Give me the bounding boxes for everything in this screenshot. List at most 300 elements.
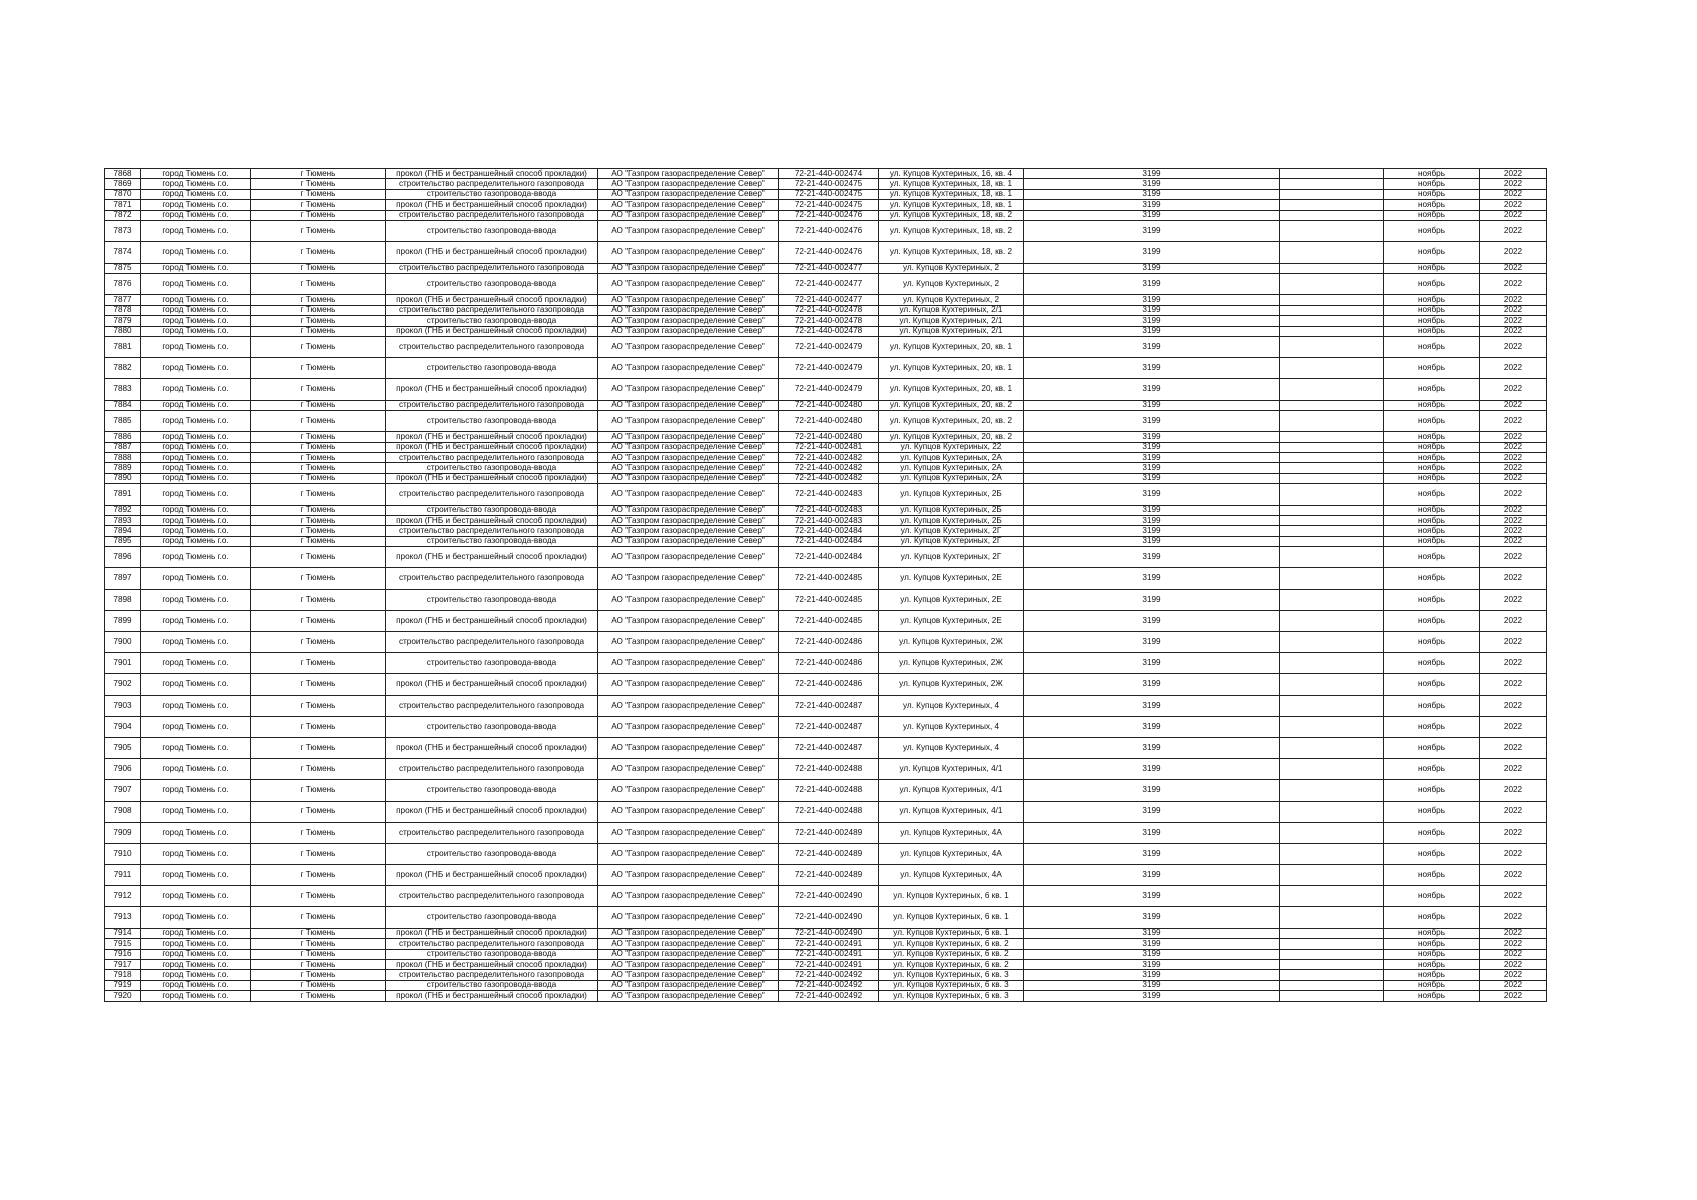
cell-work-type: прокол (ГНБ и бестраншейный способ прокладки) bbox=[386, 242, 598, 263]
cell-empty-cell bbox=[1280, 939, 1384, 949]
cell-month: ноябрь bbox=[1384, 263, 1480, 273]
cell-month: ноябрь bbox=[1384, 928, 1480, 938]
cell-month: ноябрь bbox=[1384, 189, 1480, 199]
cell-municipality: город Тюмень г.о. bbox=[141, 410, 251, 431]
cell-municipality: город Тюмень г.о. bbox=[141, 737, 251, 758]
cell-month: ноябрь bbox=[1384, 547, 1480, 568]
cell-organization: АО "Газпром газораспределение Север" bbox=[598, 473, 779, 483]
cell-organization: АО "Газпром газораспределение Север" bbox=[598, 358, 779, 379]
cell-month: ноябрь bbox=[1384, 716, 1480, 737]
cell-row-number: 7901 bbox=[105, 653, 141, 674]
cell-settlement: г Тюмень bbox=[251, 242, 386, 263]
cell-empty-cell bbox=[1280, 843, 1384, 864]
cell-object-code: 72-21-440-002483 bbox=[779, 515, 879, 525]
cell-municipality: город Тюмень г.о. bbox=[141, 326, 251, 336]
cell-year: 2022 bbox=[1480, 801, 1547, 822]
cell-address: ул. Купцов Кухтериных, 18, кв. 1 bbox=[879, 200, 1024, 210]
cell-empty-cell bbox=[1280, 949, 1384, 959]
cell-month: ноябрь bbox=[1384, 674, 1480, 695]
cell-empty-cell bbox=[1280, 326, 1384, 336]
cell-address: ул. Купцов Кухтериных, 2 bbox=[879, 274, 1024, 295]
cell-empty-cell bbox=[1280, 200, 1384, 210]
cell-year: 2022 bbox=[1480, 326, 1547, 336]
cell-object-code: 72-21-440-002475 bbox=[779, 179, 879, 189]
cell-settlement: г Тюмень bbox=[251, 939, 386, 949]
cell-year: 2022 bbox=[1480, 295, 1547, 305]
cell-address: ул. Купцов Кухтериных, 20, кв. 2 bbox=[879, 400, 1024, 410]
table-row bbox=[105, 179, 1547, 189]
cell-empty-cell bbox=[1280, 484, 1384, 505]
cell-row-number: 7893 bbox=[105, 515, 141, 525]
cell-year: 2022 bbox=[1480, 939, 1547, 949]
cell-empty-cell bbox=[1280, 379, 1384, 400]
cell-settlement: г Тюмень bbox=[251, 737, 386, 758]
table-row bbox=[105, 568, 1547, 589]
cell-municipality: город Тюмень г.о. bbox=[141, 515, 251, 525]
cell-object-code: 72-21-440-002484 bbox=[779, 536, 879, 546]
cell-row-number: 7880 bbox=[105, 326, 141, 336]
cell-organization: АО "Газпром газораспределение Север" bbox=[598, 242, 779, 263]
cell-empty-cell bbox=[1280, 221, 1384, 242]
cell-object-code: 72-21-440-002492 bbox=[779, 970, 879, 980]
cell-address: ул. Купцов Кухтериных, 2Б bbox=[879, 515, 1024, 525]
table-row bbox=[105, 886, 1547, 907]
cell-amount: 3199 bbox=[1024, 991, 1280, 1001]
cell-row-number: 7898 bbox=[105, 589, 141, 610]
cell-municipality: город Тюмень г.о. bbox=[141, 432, 251, 442]
cell-address: ул. Купцов Кухтериных, 4А bbox=[879, 843, 1024, 864]
cell-month: ноябрь bbox=[1384, 695, 1480, 716]
cell-object-code: 72-21-440-002488 bbox=[779, 780, 879, 801]
cell-work-type: прокол (ГНБ и бестраншейный способ прокладки) bbox=[386, 801, 598, 822]
cell-year: 2022 bbox=[1480, 928, 1547, 938]
cell-settlement: г Тюмень bbox=[251, 473, 386, 483]
cell-work-type: строительство распределительного газопровода bbox=[386, 695, 598, 716]
cell-amount: 3199 bbox=[1024, 695, 1280, 716]
cell-object-code: 72-21-440-002491 bbox=[779, 949, 879, 959]
cell-work-type: строительство распределительного газопровода bbox=[386, 970, 598, 980]
cell-work-type: строительство газопровода-ввода bbox=[386, 589, 598, 610]
cell-month: ноябрь bbox=[1384, 200, 1480, 210]
cell-empty-cell bbox=[1280, 959, 1384, 969]
cell-municipality: город Тюмень г.о. bbox=[141, 991, 251, 1001]
cell-object-code: 72-21-440-002484 bbox=[779, 547, 879, 568]
cell-row-number: 7875 bbox=[105, 263, 141, 273]
cell-work-type: прокол (ГНБ и бестраншейный способ прокладки) bbox=[386, 432, 598, 442]
table-row bbox=[105, 949, 1547, 959]
cell-work-type: строительство газопровода-ввода bbox=[386, 189, 598, 199]
cell-month: ноябрь bbox=[1384, 536, 1480, 546]
cell-settlement: г Тюмень bbox=[251, 653, 386, 674]
cell-empty-cell bbox=[1280, 589, 1384, 610]
cell-month: ноябрь bbox=[1384, 939, 1480, 949]
cell-empty-cell bbox=[1280, 463, 1384, 473]
cell-municipality: город Тюмень г.о. bbox=[141, 379, 251, 400]
cell-row-number: 7891 bbox=[105, 484, 141, 505]
cell-empty-cell bbox=[1280, 505, 1384, 515]
cell-year: 2022 bbox=[1480, 242, 1547, 263]
cell-municipality: город Тюмень г.о. bbox=[141, 970, 251, 980]
cell-settlement: г Тюмень bbox=[251, 801, 386, 822]
cell-object-code: 72-21-440-002478 bbox=[779, 305, 879, 315]
cell-row-number: 7883 bbox=[105, 379, 141, 400]
cell-organization: АО "Газпром газораспределение Север" bbox=[598, 959, 779, 969]
cell-month: ноябрь bbox=[1384, 970, 1480, 980]
table-row bbox=[105, 242, 1547, 263]
cell-month: ноябрь bbox=[1384, 610, 1480, 631]
cell-amount: 3199 bbox=[1024, 400, 1280, 410]
cell-empty-cell bbox=[1280, 610, 1384, 631]
cell-year: 2022 bbox=[1480, 274, 1547, 295]
cell-amount: 3199 bbox=[1024, 379, 1280, 400]
cell-empty-cell bbox=[1280, 263, 1384, 273]
cell-empty-cell bbox=[1280, 526, 1384, 536]
cell-work-type: прокол (ГНБ и бестраншейный способ прокладки) bbox=[386, 547, 598, 568]
cell-organization: АО "Газпром газораспределение Север" bbox=[598, 759, 779, 780]
cell-work-type: строительство газопровода-ввода bbox=[386, 358, 598, 379]
cell-amount: 3199 bbox=[1024, 432, 1280, 442]
cell-organization: АО "Газпром газораспределение Север" bbox=[598, 179, 779, 189]
cell-empty-cell bbox=[1280, 716, 1384, 737]
table-row bbox=[105, 432, 1547, 442]
cell-month: ноябрь bbox=[1384, 515, 1480, 525]
cell-settlement: г Тюмень bbox=[251, 210, 386, 220]
cell-object-code: 72-21-440-002489 bbox=[779, 822, 879, 843]
cell-empty-cell bbox=[1280, 991, 1384, 1001]
cell-empty-cell bbox=[1280, 316, 1384, 326]
cell-organization: АО "Газпром газораспределение Север" bbox=[598, 442, 779, 452]
cell-address: ул. Купцов Кухтериных, 4А bbox=[879, 865, 1024, 886]
cell-month: ноябрь bbox=[1384, 400, 1480, 410]
cell-empty-cell bbox=[1280, 169, 1384, 179]
cell-work-type: строительство газопровода-ввода bbox=[386, 410, 598, 431]
cell-organization: АО "Газпром газораспределение Север" bbox=[598, 536, 779, 546]
cell-settlement: г Тюмень bbox=[251, 274, 386, 295]
cell-year: 2022 bbox=[1480, 316, 1547, 326]
cell-organization: АО "Газпром газораспределение Север" bbox=[598, 695, 779, 716]
cell-empty-cell bbox=[1280, 759, 1384, 780]
cell-amount: 3199 bbox=[1024, 305, 1280, 315]
cell-empty-cell bbox=[1280, 886, 1384, 907]
cell-month: ноябрь bbox=[1384, 442, 1480, 452]
cell-municipality: город Тюмень г.о. bbox=[141, 263, 251, 273]
cell-empty-cell bbox=[1280, 970, 1384, 980]
table-row bbox=[105, 515, 1547, 525]
cell-organization: АО "Газпром газораспределение Север" bbox=[598, 400, 779, 410]
table-row bbox=[105, 326, 1547, 336]
cell-address: ул. Купцов Кухтериных, 2 bbox=[879, 263, 1024, 273]
table-row bbox=[105, 400, 1547, 410]
cell-empty-cell bbox=[1280, 274, 1384, 295]
cell-amount: 3199 bbox=[1024, 716, 1280, 737]
cell-organization: АО "Газпром газораспределение Север" bbox=[598, 484, 779, 505]
cell-address: ул. Купцов Кухтериных, 2Е bbox=[879, 568, 1024, 589]
cell-year: 2022 bbox=[1480, 189, 1547, 199]
cell-municipality: город Тюмень г.о. bbox=[141, 242, 251, 263]
cell-object-code: 72-21-440-002474 bbox=[779, 169, 879, 179]
cell-empty-cell bbox=[1280, 780, 1384, 801]
table-row bbox=[105, 907, 1547, 928]
cell-organization: АО "Газпром газораспределение Север" bbox=[598, 991, 779, 1001]
cell-empty-cell bbox=[1280, 473, 1384, 483]
cell-year: 2022 bbox=[1480, 453, 1547, 463]
cell-amount: 3199 bbox=[1024, 610, 1280, 631]
cell-empty-cell bbox=[1280, 928, 1384, 938]
cell-year: 2022 bbox=[1480, 991, 1547, 1001]
table-row bbox=[105, 695, 1547, 716]
cell-object-code: 72-21-440-002490 bbox=[779, 907, 879, 928]
cell-amount: 3199 bbox=[1024, 210, 1280, 220]
cell-object-code: 72-21-440-002482 bbox=[779, 473, 879, 483]
cell-amount: 3199 bbox=[1024, 980, 1280, 990]
cell-organization: АО "Газпром газораспределение Север" bbox=[598, 221, 779, 242]
cell-year: 2022 bbox=[1480, 473, 1547, 483]
table-row bbox=[105, 336, 1547, 357]
cell-amount: 3199 bbox=[1024, 336, 1280, 357]
cell-year: 2022 bbox=[1480, 822, 1547, 843]
cell-object-code: 72-21-440-002482 bbox=[779, 453, 879, 463]
cell-object-code: 72-21-440-002482 bbox=[779, 463, 879, 473]
cell-month: ноябрь bbox=[1384, 759, 1480, 780]
cell-empty-cell bbox=[1280, 210, 1384, 220]
table-row bbox=[105, 801, 1547, 822]
cell-amount: 3199 bbox=[1024, 242, 1280, 263]
cell-settlement: г Тюмень bbox=[251, 589, 386, 610]
cell-object-code: 72-21-440-002492 bbox=[779, 991, 879, 1001]
cell-row-number: 7899 bbox=[105, 610, 141, 631]
cell-year: 2022 bbox=[1480, 536, 1547, 546]
cell-address: ул. Купцов Кухтериных, 2/1 bbox=[879, 316, 1024, 326]
cell-amount: 3199 bbox=[1024, 674, 1280, 695]
cell-work-type: строительство распределительного газопровода bbox=[386, 759, 598, 780]
cell-row-number: 7881 bbox=[105, 336, 141, 357]
cell-work-type: строительство распределительного газопровода bbox=[386, 400, 598, 410]
cell-year: 2022 bbox=[1480, 980, 1547, 990]
cell-year: 2022 bbox=[1480, 737, 1547, 758]
cell-amount: 3199 bbox=[1024, 959, 1280, 969]
cell-address: ул. Купцов Кухтериных, 6 кв. 2 bbox=[879, 949, 1024, 959]
table-row bbox=[105, 547, 1547, 568]
cell-empty-cell bbox=[1280, 653, 1384, 674]
cell-row-number: 7879 bbox=[105, 316, 141, 326]
cell-year: 2022 bbox=[1480, 970, 1547, 980]
cell-object-code: 72-21-440-002475 bbox=[779, 189, 879, 199]
cell-settlement: г Тюмень bbox=[251, 970, 386, 980]
cell-settlement: г Тюмень bbox=[251, 928, 386, 938]
cell-empty-cell bbox=[1280, 907, 1384, 928]
cell-amount: 3199 bbox=[1024, 453, 1280, 463]
cell-organization: АО "Газпром газораспределение Север" bbox=[598, 505, 779, 515]
cell-municipality: город Тюмень г.о. bbox=[141, 274, 251, 295]
cell-object-code: 72-21-440-002480 bbox=[779, 432, 879, 442]
cell-year: 2022 bbox=[1480, 515, 1547, 525]
cell-amount: 3199 bbox=[1024, 484, 1280, 505]
cell-amount: 3199 bbox=[1024, 822, 1280, 843]
cell-object-code: 72-21-440-002487 bbox=[779, 695, 879, 716]
cell-amount: 3199 bbox=[1024, 949, 1280, 959]
cell-month: ноябрь bbox=[1384, 484, 1480, 505]
cell-row-number: 7918 bbox=[105, 970, 141, 980]
cell-work-type: прокол (ГНБ и бестраншейный способ прокладки) bbox=[386, 928, 598, 938]
cell-address: ул. Купцов Кухтериных, 6 кв. 1 bbox=[879, 886, 1024, 907]
cell-row-number: 7894 bbox=[105, 526, 141, 536]
cell-organization: АО "Газпром газораспределение Север" bbox=[598, 980, 779, 990]
cell-municipality: город Тюмень г.о. bbox=[141, 939, 251, 949]
cell-empty-cell bbox=[1280, 242, 1384, 263]
cell-work-type: строительство газопровода-ввода bbox=[386, 653, 598, 674]
cell-organization: АО "Газпром газораспределение Север" bbox=[598, 463, 779, 473]
table-body bbox=[105, 169, 1547, 1002]
cell-settlement: г Тюмень bbox=[251, 326, 386, 336]
cell-municipality: город Тюмень г.о. bbox=[141, 865, 251, 886]
cell-empty-cell bbox=[1280, 179, 1384, 189]
cell-amount: 3199 bbox=[1024, 316, 1280, 326]
cell-amount: 3199 bbox=[1024, 200, 1280, 210]
cell-row-number: 7892 bbox=[105, 505, 141, 515]
cell-address: ул. Купцов Кухтериных, 6 кв. 3 bbox=[879, 991, 1024, 1001]
cell-object-code: 72-21-440-002475 bbox=[779, 200, 879, 210]
cell-amount: 3199 bbox=[1024, 221, 1280, 242]
cell-address: ул. Купцов Кухтериных, 4/1 bbox=[879, 780, 1024, 801]
cell-work-type: прокол (ГНБ и бестраншейный способ прокладки) bbox=[386, 515, 598, 525]
cell-object-code: 72-21-440-002477 bbox=[779, 295, 879, 305]
cell-row-number: 7916 bbox=[105, 949, 141, 959]
cell-municipality: город Тюмень г.о. bbox=[141, 780, 251, 801]
cell-object-code: 72-21-440-002479 bbox=[779, 336, 879, 357]
cell-year: 2022 bbox=[1480, 379, 1547, 400]
table-row bbox=[105, 737, 1547, 758]
cell-year: 2022 bbox=[1480, 484, 1547, 505]
cell-empty-cell bbox=[1280, 305, 1384, 315]
cell-municipality: город Тюмень г.о. bbox=[141, 632, 251, 653]
table-row bbox=[105, 959, 1547, 969]
table-row bbox=[105, 928, 1547, 938]
cell-settlement: г Тюмень bbox=[251, 463, 386, 473]
cell-address: ул. Купцов Кухтериных, 2Б bbox=[879, 484, 1024, 505]
cell-settlement: г Тюмень bbox=[251, 515, 386, 525]
cell-organization: АО "Газпром газораспределение Север" bbox=[598, 432, 779, 442]
cell-row-number: 7903 bbox=[105, 695, 141, 716]
table-row bbox=[105, 536, 1547, 546]
cell-object-code: 72-21-440-002477 bbox=[779, 274, 879, 295]
cell-organization: АО "Газпром газораспределение Север" bbox=[598, 263, 779, 273]
cell-settlement: г Тюмень bbox=[251, 410, 386, 431]
cell-work-type: прокол (ГНБ и бестраншейный способ прокладки) bbox=[386, 326, 598, 336]
cell-row-number: 7919 bbox=[105, 980, 141, 990]
cell-object-code: 72-21-440-002481 bbox=[779, 442, 879, 452]
cell-row-number: 7869 bbox=[105, 179, 141, 189]
cell-object-code: 72-21-440-002476 bbox=[779, 242, 879, 263]
cell-settlement: г Тюмень bbox=[251, 379, 386, 400]
cell-settlement: г Тюмень bbox=[251, 865, 386, 886]
cell-amount: 3199 bbox=[1024, 358, 1280, 379]
table-row bbox=[105, 632, 1547, 653]
cell-municipality: город Тюмень г.о. bbox=[141, 980, 251, 990]
cell-month: ноябрь bbox=[1384, 737, 1480, 758]
table-row bbox=[105, 865, 1547, 886]
cell-year: 2022 bbox=[1480, 780, 1547, 801]
cell-month: ноябрь bbox=[1384, 632, 1480, 653]
cell-empty-cell bbox=[1280, 632, 1384, 653]
cell-amount: 3199 bbox=[1024, 515, 1280, 525]
cell-empty-cell bbox=[1280, 695, 1384, 716]
cell-work-type: прокол (ГНБ и бестраншейный способ прокладки) bbox=[386, 959, 598, 969]
cell-organization: АО "Газпром газораспределение Север" bbox=[598, 949, 779, 959]
cell-amount: 3199 bbox=[1024, 169, 1280, 179]
cell-object-code: 72-21-440-002487 bbox=[779, 737, 879, 758]
cell-work-type: строительство распределительного газопровода bbox=[386, 336, 598, 357]
cell-settlement: г Тюмень bbox=[251, 759, 386, 780]
cell-address: ул. Купцов Кухтериных, 2А bbox=[879, 463, 1024, 473]
cell-month: ноябрь bbox=[1384, 316, 1480, 326]
cell-amount: 3199 bbox=[1024, 189, 1280, 199]
cell-row-number: 7909 bbox=[105, 822, 141, 843]
cell-settlement: г Тюмень bbox=[251, 822, 386, 843]
cell-work-type: строительство газопровода-ввода bbox=[386, 536, 598, 546]
cell-year: 2022 bbox=[1480, 358, 1547, 379]
cell-municipality: город Тюмень г.о. bbox=[141, 716, 251, 737]
cell-address: ул. Купцов Кухтериных, 4 bbox=[879, 695, 1024, 716]
cell-amount: 3199 bbox=[1024, 295, 1280, 305]
cell-month: ноябрь bbox=[1384, 980, 1480, 990]
data-table bbox=[104, 168, 1547, 1002]
cell-address: ул. Купцов Кухтериных, 2Е bbox=[879, 589, 1024, 610]
cell-object-code: 72-21-440-002476 bbox=[779, 210, 879, 220]
table-row bbox=[105, 263, 1547, 273]
cell-municipality: город Тюмень г.о. bbox=[141, 221, 251, 242]
cell-settlement: г Тюмень bbox=[251, 536, 386, 546]
cell-empty-cell bbox=[1280, 453, 1384, 463]
cell-row-number: 7897 bbox=[105, 568, 141, 589]
cell-month: ноябрь bbox=[1384, 305, 1480, 315]
cell-row-number: 7868 bbox=[105, 169, 141, 179]
cell-settlement: г Тюмень bbox=[251, 189, 386, 199]
cell-row-number: 7906 bbox=[105, 759, 141, 780]
cell-year: 2022 bbox=[1480, 505, 1547, 515]
cell-amount: 3199 bbox=[1024, 274, 1280, 295]
cell-municipality: город Тюмень г.о. bbox=[141, 801, 251, 822]
cell-year: 2022 bbox=[1480, 674, 1547, 695]
cell-object-code: 72-21-440-002483 bbox=[779, 484, 879, 505]
cell-object-code: 72-21-440-002485 bbox=[779, 589, 879, 610]
cell-municipality: город Тюмень г.о. bbox=[141, 179, 251, 189]
cell-work-type: строительство газопровода-ввода bbox=[386, 980, 598, 990]
cell-municipality: город Тюмень г.о. bbox=[141, 928, 251, 938]
cell-object-code: 72-21-440-002483 bbox=[779, 505, 879, 515]
table-row bbox=[105, 843, 1547, 864]
cell-object-code: 72-21-440-002491 bbox=[779, 959, 879, 969]
cell-row-number: 7876 bbox=[105, 274, 141, 295]
cell-row-number: 7908 bbox=[105, 801, 141, 822]
cell-address: ул. Купцов Кухтериных, 2Ж bbox=[879, 632, 1024, 653]
cell-address: ул. Купцов Кухтериных, 2/1 bbox=[879, 326, 1024, 336]
cell-row-number: 7888 bbox=[105, 453, 141, 463]
cell-empty-cell bbox=[1280, 358, 1384, 379]
cell-settlement: г Тюмень bbox=[251, 179, 386, 189]
cell-municipality: город Тюмень г.о. bbox=[141, 473, 251, 483]
cell-object-code: 72-21-440-002485 bbox=[779, 610, 879, 631]
table-row bbox=[105, 274, 1547, 295]
cell-municipality: город Тюмень г.о. bbox=[141, 653, 251, 674]
cell-work-type: строительство распределительного газопровода bbox=[386, 263, 598, 273]
cell-work-type: строительство газопровода-ввода bbox=[386, 843, 598, 864]
cell-municipality: город Тюмень г.о. bbox=[141, 210, 251, 220]
cell-address: ул. Купцов Кухтериных, 6 кв. 2 bbox=[879, 959, 1024, 969]
table-row bbox=[105, 210, 1547, 220]
cell-organization: АО "Газпром газораспределение Север" bbox=[598, 843, 779, 864]
cell-amount: 3199 bbox=[1024, 473, 1280, 483]
cell-settlement: г Тюмень bbox=[251, 843, 386, 864]
